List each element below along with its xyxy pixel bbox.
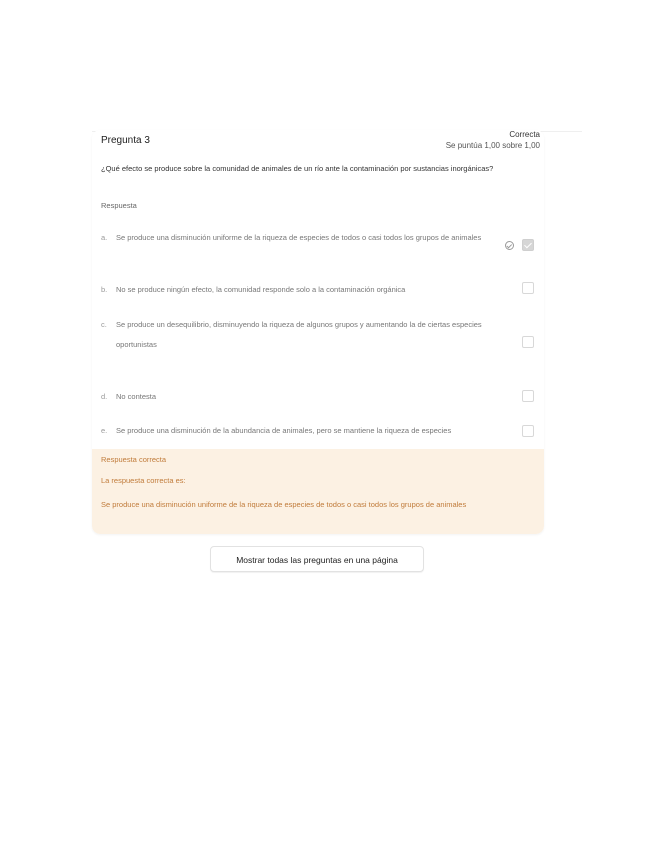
question-card — [92, 130, 544, 534]
question-number: Pregunta 3 — [101, 135, 150, 146]
option-text: Se produce un desequilibrio, disminuyendo la riqueza de algunos grupos y aumentando la de ciertas especies oportunistas — [116, 320, 482, 349]
checkbox-checked-icon[interactable] — [522, 239, 534, 251]
response-label: Respuesta — [101, 201, 137, 210]
feedback-panel — [92, 449, 544, 534]
checkbox-icon[interactable] — [522, 282, 534, 294]
feedback-subtitle: La respuesta correcta es: — [101, 476, 186, 485]
answer-option-d[interactable] — [101, 387, 531, 407]
option-letter: c. — [101, 320, 107, 329]
checkbox-icon[interactable] — [522, 390, 534, 402]
option-letter: a. — [101, 233, 108, 242]
option-letter: e. — [101, 426, 108, 435]
option-text: No contesta — [116, 392, 157, 401]
question-score: Se puntúa 1,00 sobre 1,00 — [445, 141, 540, 150]
show-all-questions-button[interactable]: Mostrar todas las preguntas en una página — [210, 546, 424, 572]
checkbox-icon[interactable] — [522, 336, 534, 348]
option-text: Se produce una disminución uniforme de la riqueza de especies de todos o casi todos los grupos de animales — [116, 233, 482, 242]
option-text: No se produce ningún efecto, la comunidad responde solo a la contaminación orgánica — [116, 285, 406, 294]
checkbox-icon[interactable] — [522, 425, 534, 437]
option-letter: b. — [101, 285, 108, 294]
option-letter: d. — [101, 392, 108, 401]
feedback-title: Respuesta correcta — [101, 455, 167, 464]
option-text: Se produce una disminución de la abundancia de animales, pero se mantiene la riqueza de especies — [116, 426, 452, 435]
question-status: Correcta — [509, 130, 540, 139]
correct-answer-text: Se produce una disminución uniforme de la riqueza de especies de todos o casi todos los grupos de animales — [101, 500, 467, 509]
answer-option-e[interactable] — [101, 421, 531, 441]
answer-option-c[interactable] — [101, 315, 531, 355]
answer-option-b[interactable] — [101, 280, 531, 300]
check-circle-icon — [505, 241, 514, 250]
answer-option-a[interactable] — [101, 228, 531, 268]
question-text: ¿Qué efecto se produce sobre la comunidad de animales de un río ante la contaminación por sustancias inorgánicas? — [101, 164, 494, 173]
